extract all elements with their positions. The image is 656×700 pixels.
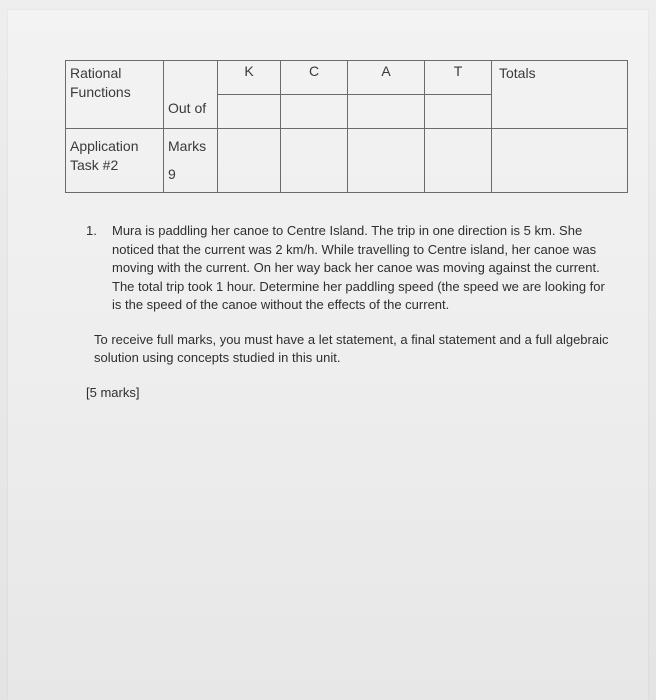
marks-note: [5 marks]: [86, 384, 140, 400]
totals-label: Totals: [499, 65, 536, 81]
question-number: 1.: [86, 223, 97, 238]
category-k: K: [244, 63, 254, 79]
marks-label: Marks: [168, 138, 207, 154]
rubric-title: Rational Functions: [70, 65, 131, 100]
marks-value: 9: [168, 166, 176, 182]
score-totals-cell: [492, 129, 628, 193]
outof-a-cell: [348, 95, 425, 129]
score-a-cell: [348, 129, 425, 193]
rubric-title-cell: [66, 61, 164, 129]
question-1: [86, 222, 616, 315]
rubric-blank-cell: [164, 61, 218, 95]
rubric-header-a: [348, 61, 425, 95]
rubric-marks-cell: [164, 129, 218, 193]
rubric-header-c: [281, 61, 348, 95]
outof-t-cell: [425, 95, 492, 129]
outof-c-cell: [281, 95, 348, 129]
category-a: A: [381, 63, 391, 79]
instructions-text: To receive full marks, you must have a let statement, a final statement and a full algebraic solution using concepts studied in this unit.: [94, 331, 609, 365]
rubric-header-t: [425, 61, 492, 95]
category-t: T: [453, 63, 463, 79]
score-c-cell: [281, 129, 348, 193]
question-text: Mura is paddling her canoe to Centre Island. The trip in one direction is 5 km. She noticed that the current was 2 km/h. While travelling to Centre island, her canoe was moving with the current. On her way back her canoe was moving against the current. The total trip took 1 hour. Determine her paddling speed (the speed we are looking for is the speed of the canoe without the effects of the current.: [112, 223, 605, 312]
score-t-cell: [425, 129, 492, 193]
question-section: [86, 222, 616, 402]
category-c: C: [308, 63, 320, 79]
worksheet-page: [8, 10, 648, 700]
outof-k-cell: [218, 95, 281, 129]
rubric-header-totals: [492, 61, 628, 129]
rubric-table: [65, 60, 628, 193]
rubric-header-row: [66, 61, 628, 95]
score-k-cell: [218, 129, 281, 193]
rubric-task-row: [66, 129, 628, 193]
task-label: Application Task #2: [70, 138, 139, 173]
rubric-task-cell: [66, 129, 164, 193]
out-of-label: Out of: [168, 99, 207, 116]
rubric-outof-cell: [164, 95, 218, 129]
rubric-header-k: [218, 61, 281, 95]
